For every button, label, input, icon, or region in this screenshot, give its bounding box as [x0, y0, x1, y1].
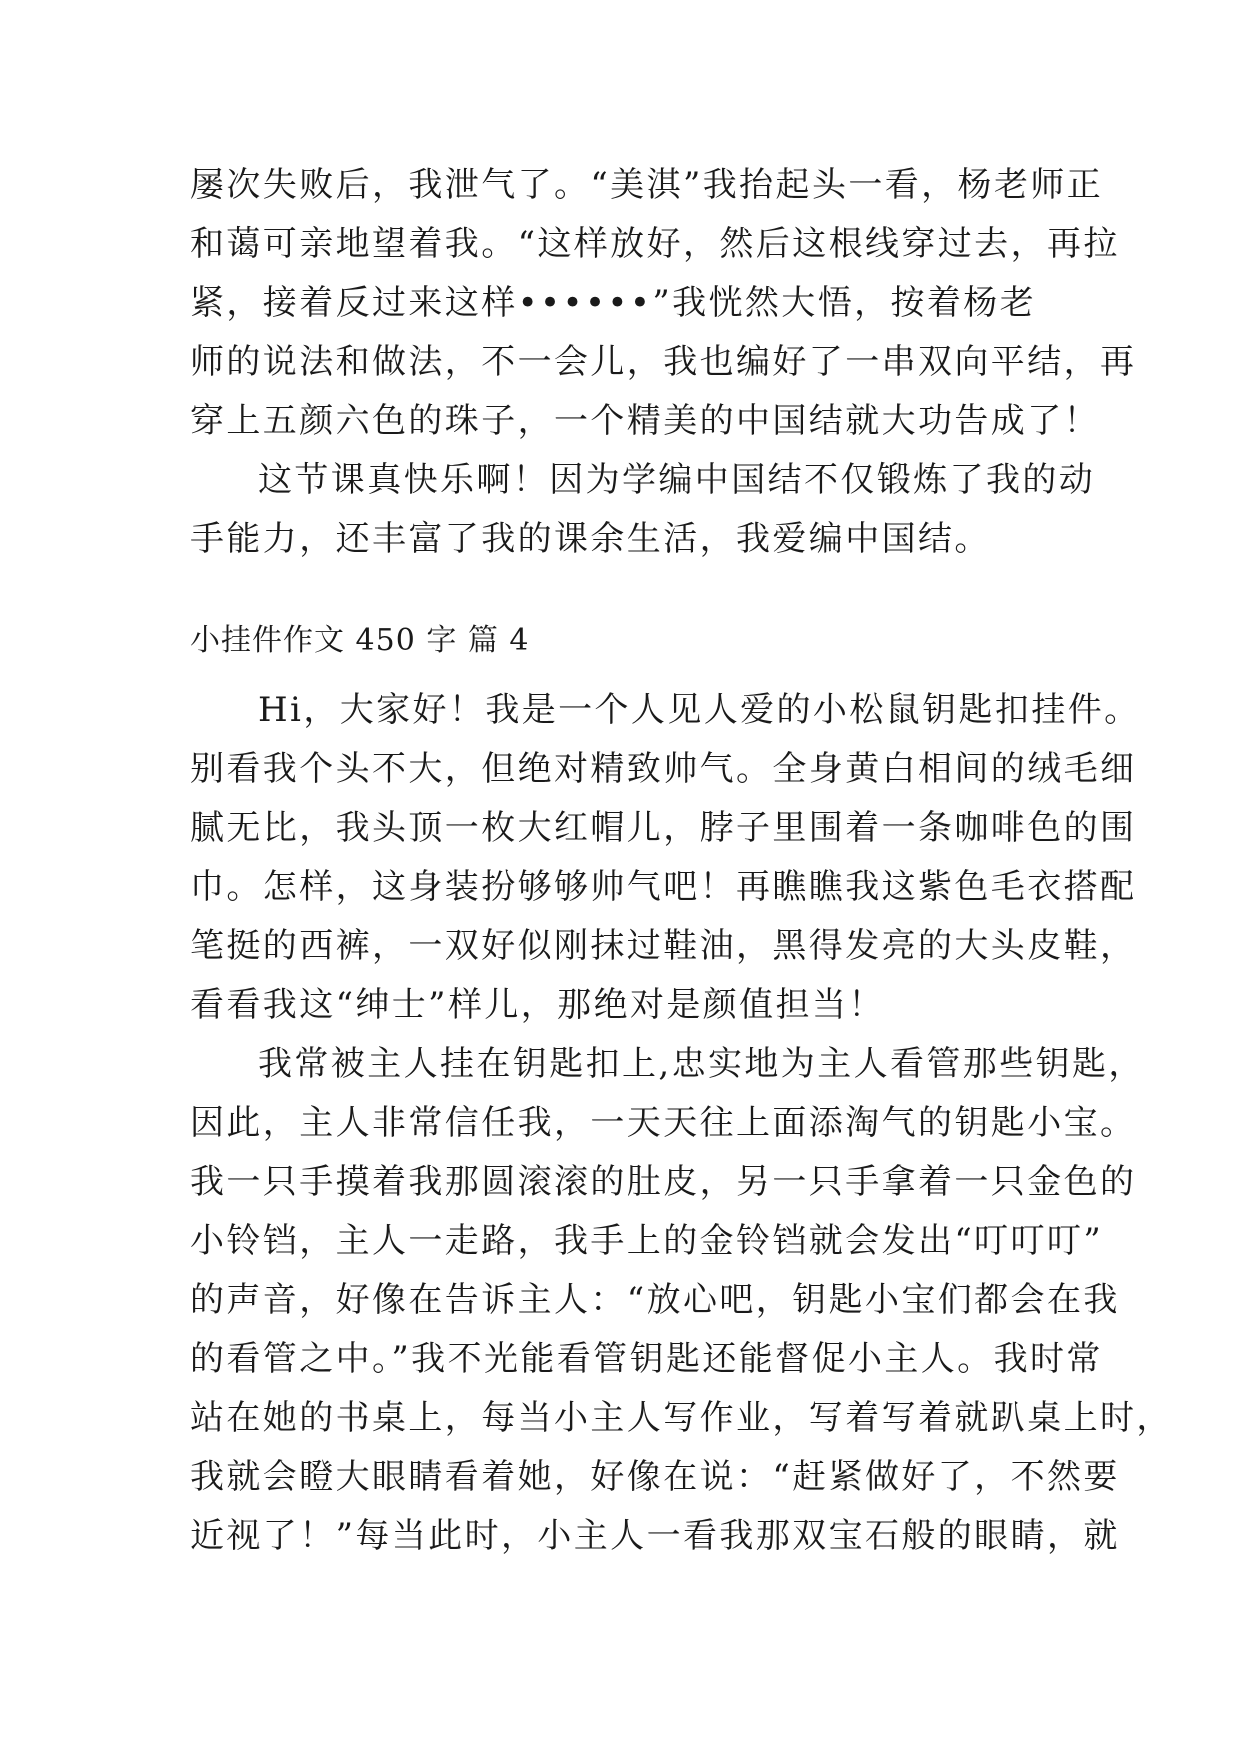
- paragraph-line: 的看管之中。”我不光能看管钥匙还能督促小主人。我时常: [190, 1339, 1103, 1379]
- paragraph-line: 我常被主人挂在钥匙扣上,忠实地为主人看管那些钥匙，: [258, 1044, 1145, 1084]
- section-title: 小挂件作文 450 字 篇 4: [190, 623, 530, 658]
- paragraph-line: Hi，大家好！我是一个人见人爱的小松鼠钥匙扣挂件。: [258, 690, 1141, 730]
- paragraph-line: 我就会瞪大眼睛看着她，好像在说：“赶紧做好了，不然要: [190, 1457, 1120, 1497]
- paragraph-line: 因此，主人非常信任我，一天天往上面添淘气的钥匙小宝。: [190, 1103, 1137, 1143]
- paragraph-line: 站在她的书桌上，每当小主人写作业，写着写着就趴桌上时，: [190, 1398, 1173, 1438]
- paragraph-line: 和蔼可亲地望着我。“这样放好，然后这根线穿过去，再拉: [190, 224, 1120, 264]
- paragraph-line: 师的说法和做法，不一会儿，我也编好了一串双向平结，再: [190, 342, 1137, 382]
- paragraph-line: 这节课真快乐啊！因为学编中国结不仅锻炼了我的动: [258, 460, 1096, 500]
- paragraph-line: 近视了！”每当此时，小主人一看我那双宝石般的眼睛，就: [190, 1516, 1120, 1556]
- paragraph-line: 手能力，还丰富了我的课余生活，我爱编中国结。: [190, 519, 991, 559]
- paragraph-line: 别看我个头不大，但绝对精致帅气。全身黄白相间的绒毛细: [190, 749, 1137, 789]
- paragraph-line: 穿上五颜六色的珠子，一个精美的中国结就大功告成了！: [190, 401, 1100, 441]
- paragraph-line: 腻无比，我头顶一枚大红帽儿，脖子里围着一条咖啡色的围: [190, 808, 1137, 848]
- paragraph-line: 笔挺的西裤，一双好似刚抹过鞋油，黑得发亮的大头皮鞋，: [190, 926, 1137, 966]
- paragraph-line: 紧，接着反过来这样••••••”我恍然大悟，按着杨老: [190, 283, 1037, 323]
- paragraph-line: 我一只手摸着我那圆滚滚的肚皮，另一只手拿着一只金色的: [190, 1162, 1137, 1202]
- paragraph-line: 小铃铛，主人一走路，我手上的金铃铛就会发出“叮叮叮”: [190, 1221, 1104, 1261]
- paragraph-line: 巾。怎样，这身装扮够够帅气吧！再瞧瞧我这紫色毛衣搭配: [190, 867, 1137, 907]
- paragraph-line: 的声音，好像在告诉主人：“放心吧，钥匙小宝们都会在我: [190, 1280, 1120, 1320]
- paragraph-line: 看看我这“绅士”样儿，那绝对是颜值担当！: [190, 985, 885, 1025]
- paragraph-line: 屡次失败后，我泄气了。“美淇”我抬起头一看，杨老师正: [190, 165, 1104, 205]
